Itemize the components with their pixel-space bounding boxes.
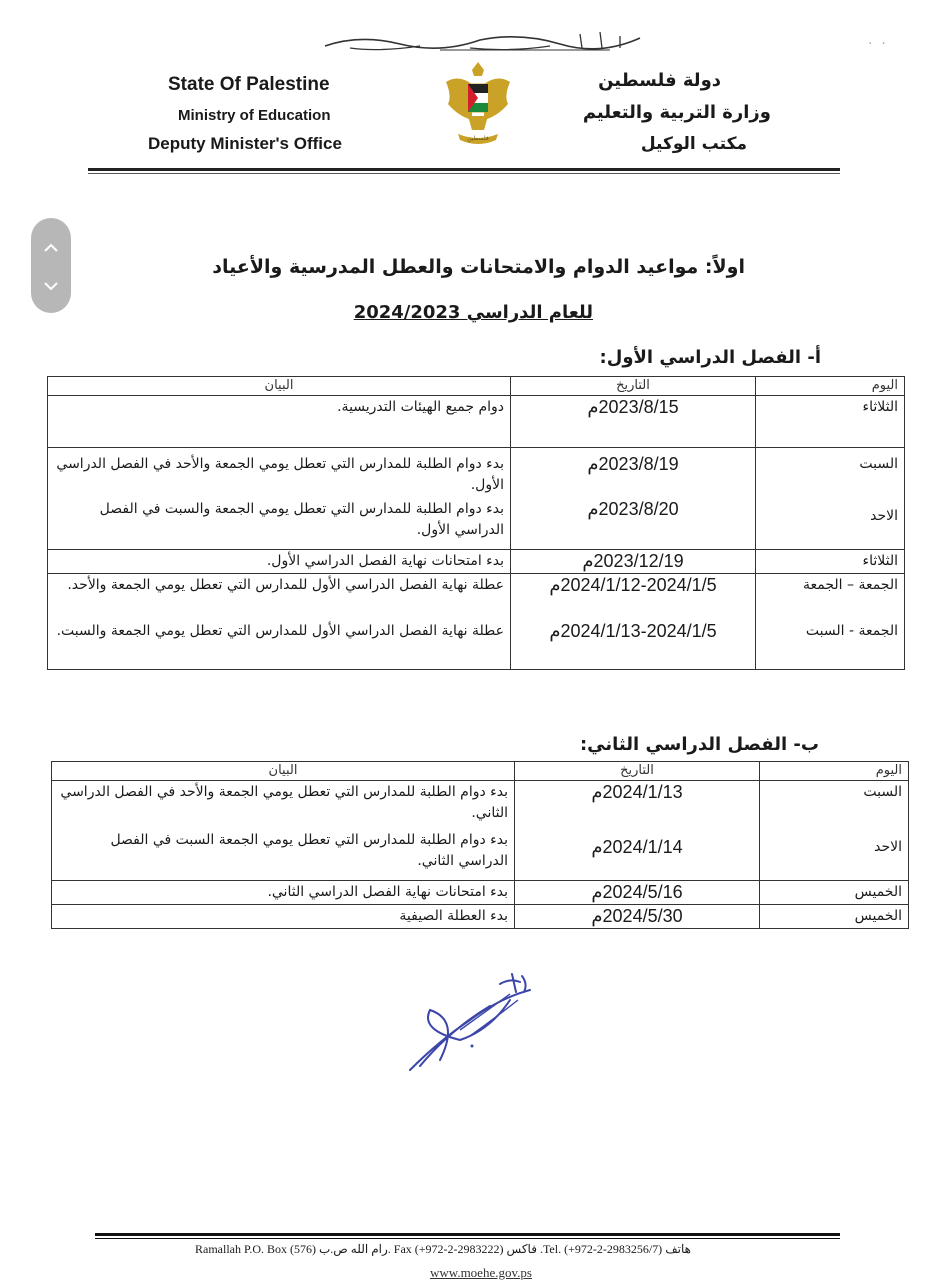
row-desc: بدء العطلة الصيفية — [52, 905, 515, 929]
row-day: الثلاثاء — [756, 396, 905, 448]
table-row — [48, 620, 905, 670]
table-row — [48, 574, 905, 620]
header-state-ar: دولة فلسطين — [598, 70, 721, 91]
header-day: اليوم — [760, 762, 909, 781]
academic-year-title: للعام الدراسي 2024/2023 — [353, 302, 593, 323]
row-date: 2023/8/20م — [511, 498, 756, 550]
footer-contact-info: Ramallah P.O. Box (576) رام الله ص.ب. Fax (+972-2-2983222) فاكس .Tel. (+972-2-2983256/7) هاتف — [195, 1242, 691, 1256]
row-desc: بدء دوام الطلبة للمدارس التي تعطل يومي الجمعة والسبت في الفصل الدراسي الأول. — [48, 498, 511, 550]
main-title: اولاً: مواعيد الدوام والامتحانات والعطل المدرسية والأعياد — [212, 256, 745, 278]
footer-website-link[interactable]: www.moehe.gov.ps — [430, 1265, 532, 1280]
chevron-down-icon[interactable] — [31, 270, 71, 300]
row-day: السبت — [760, 781, 909, 829]
header-day: اليوم — [756, 377, 905, 396]
row-desc: بدء دوام الطلبة للمدارس التي تعطل يومي الجمعة والأحد في الفصل الدراسي الأول. — [48, 448, 511, 498]
chevron-up-icon[interactable] — [31, 232, 71, 262]
header-ministry-en: Ministry of Education — [178, 107, 331, 124]
row-desc: بدء دوام الطلبة للمدارس التي تعطل يومي الجمعة السبت في الفصل الدراسي الثاني. — [52, 829, 515, 881]
row-date: 2024/1/13-2024/1/5م — [511, 620, 756, 670]
table-row — [48, 396, 905, 448]
semester1-title: أ- الفصل الدراسي الأول: — [599, 347, 821, 368]
header-office-ar: مكتب الوكيل — [640, 134, 747, 154]
footer-divider-thick — [95, 1233, 840, 1236]
table-row — [48, 448, 905, 498]
row-desc: دوام جميع الهيئات التدريسية. — [48, 396, 511, 448]
row-date: 2023/12/19م — [511, 550, 756, 574]
table-row — [52, 881, 909, 905]
header-ministry-ar: وزارة التربية والتعليم — [582, 102, 771, 123]
row-day: الاحد — [756, 498, 905, 550]
header-office-en: Deputy Minister's Office — [148, 134, 342, 153]
row-date: 2024/1/13م — [515, 781, 760, 829]
decorative-dots: · · — [868, 36, 886, 52]
table-header-row — [48, 377, 905, 396]
palestine-eagle-emblem-icon — [438, 56, 518, 156]
row-day: الجمعة – الجمعة — [756, 574, 905, 620]
table-header-row — [52, 762, 909, 781]
row-date: 2024/5/30م — [515, 905, 760, 929]
row-desc: عطلة نهاية الفصل الدراسي الأول للمدارس التي تعطل يومي الجمعة والسبت. — [48, 620, 511, 670]
row-day: الخميس — [760, 881, 909, 905]
row-desc: بدء امتحانات نهاية الفصل الدراسي الأول. — [48, 550, 511, 574]
row-desc: بدء امتحانات نهاية الفصل الدراسي الثاني. — [52, 881, 515, 905]
row-date: 2024/1/12-2024/1/5م — [511, 574, 756, 620]
header-state-en: State Of Palestine — [168, 74, 330, 95]
footer-divider-thin — [95, 1238, 840, 1239]
row-day: الجمعة - السبت — [756, 620, 905, 670]
row-date: 2023/8/15م — [511, 396, 756, 448]
row-date: 2023/8/19م — [511, 448, 756, 498]
table-row — [48, 498, 905, 550]
header-desc: البيان — [48, 377, 511, 396]
row-day: السبت — [756, 448, 905, 498]
table-row — [48, 550, 905, 574]
scroll-navigation-widget — [31, 218, 71, 313]
header-divider-thin — [88, 173, 840, 174]
header-date: التاريخ — [511, 377, 756, 396]
emblem-text: فلسطين — [467, 135, 489, 142]
row-date: 2024/5/16م — [515, 881, 760, 905]
signature-icon — [400, 970, 540, 1080]
semester2-table — [51, 761, 909, 929]
row-day: الثلاثاء — [756, 550, 905, 574]
semester1-table — [47, 376, 905, 670]
table-row — [52, 829, 909, 881]
row-desc: عطلة نهاية الفصل الدراسي الأول للمدارس التي تعطل يومي الجمعة والأحد. — [48, 574, 511, 620]
row-date: 2024/1/14م — [515, 829, 760, 881]
header-divider-thick — [88, 168, 840, 171]
table-row — [52, 781, 909, 829]
row-desc: بدء دوام الطلبة للمدارس التي تعطل يومي الجمعة والأحد في الفصل الدراسي الثاني. — [52, 781, 515, 829]
header-desc: البيان — [52, 762, 515, 781]
semester2-title: ب- الفصل الدراسي الثاني: — [579, 734, 819, 755]
header-date: التاريخ — [515, 762, 760, 781]
basmala-calligraphy — [320, 26, 650, 56]
row-day: الخميس — [760, 905, 909, 929]
row-day: الاحد — [760, 829, 909, 881]
table-row — [52, 905, 909, 929]
